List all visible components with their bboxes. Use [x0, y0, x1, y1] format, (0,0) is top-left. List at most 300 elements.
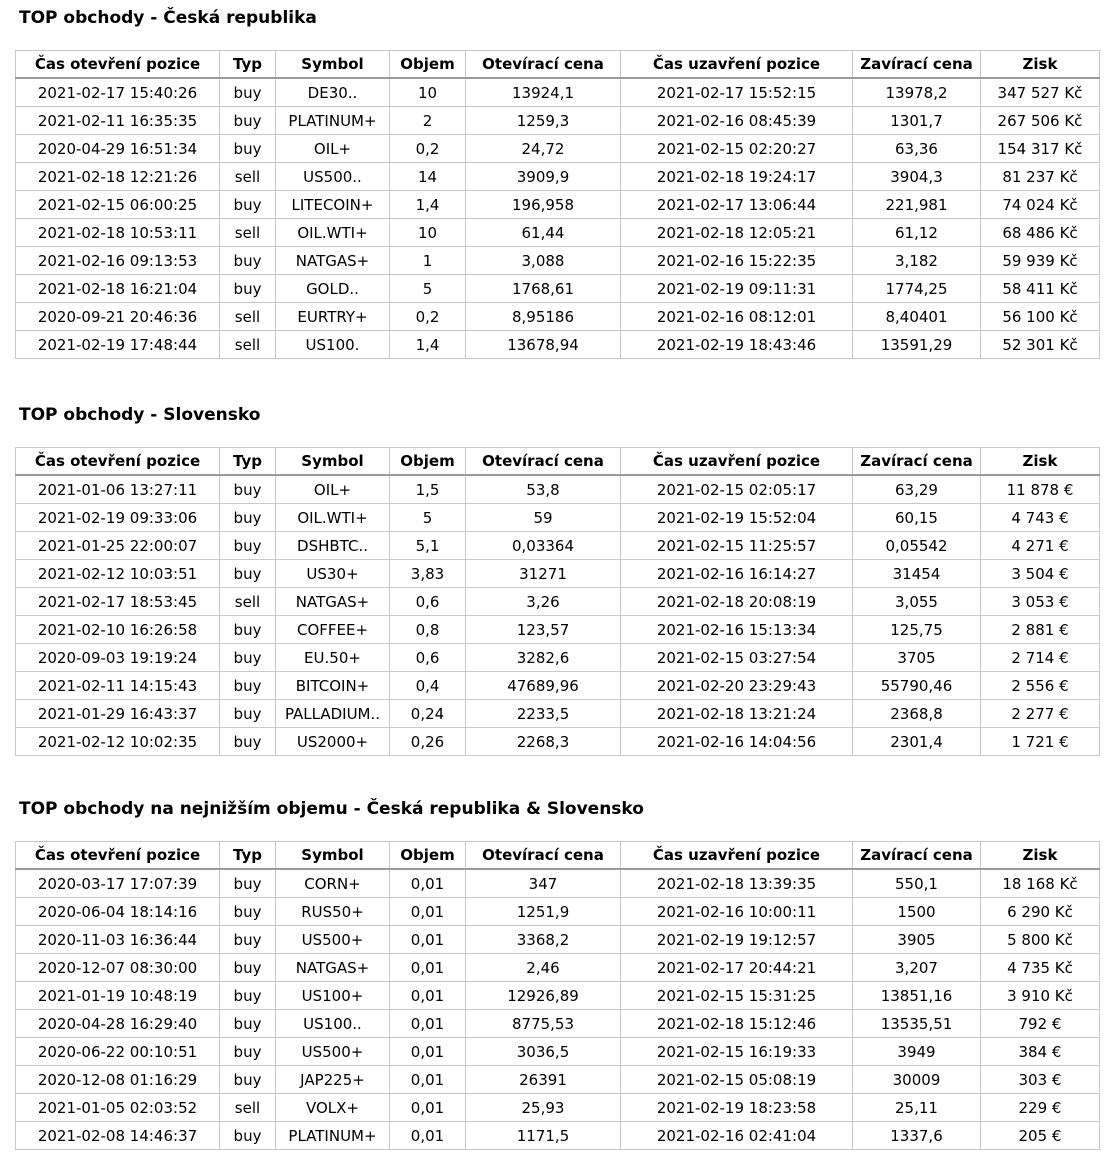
cell-open-price: 2,46: [466, 954, 621, 982]
cell-close-time: 2021-02-18 20:08:19: [621, 588, 853, 616]
cell-symbol: EURTRY+: [276, 303, 390, 331]
table-row: [16, 898, 1100, 926]
cell-open-price: 1768,61: [466, 275, 621, 303]
cell-close-price: 3705: [853, 644, 981, 672]
cell-open-price: 13924,1: [466, 78, 621, 107]
cell-symbol: NATGAS+: [276, 247, 390, 275]
table-row: [16, 1010, 1100, 1038]
trades-table: [15, 50, 1100, 359]
cell-close-time: 2021-02-15 11:25:57: [621, 532, 853, 560]
cell-open-price: 347: [466, 869, 621, 898]
cell-open-time: 2021-02-19 17:48:44: [16, 331, 220, 359]
section-title: TOP obchody - Slovensko: [19, 405, 261, 425]
cell-type: buy: [220, 926, 276, 954]
cell-open-time: 2021-01-19 10:48:19: [16, 982, 220, 1010]
table-row: [16, 163, 1100, 191]
table-row: [16, 926, 1100, 954]
cell-open-price: 1259,3: [466, 107, 621, 135]
cell-volume: 1: [390, 247, 466, 275]
cell-profit: 5 800 Kč: [981, 926, 1100, 954]
cell-symbol: JAP225+: [276, 1066, 390, 1094]
cell-open-price: 3,088: [466, 247, 621, 275]
table-row: [16, 532, 1100, 560]
cell-volume: 0,01: [390, 898, 466, 926]
cell-profit: 303 €: [981, 1066, 1100, 1094]
column-header-open-time: Čas otevření pozice: [16, 51, 220, 79]
column-header-type: Typ: [220, 51, 276, 79]
cell-type: buy: [220, 191, 276, 219]
cell-volume: 0,2: [390, 303, 466, 331]
cell-open-time: 2021-02-12 10:02:35: [16, 728, 220, 756]
table-row: [16, 700, 1100, 728]
cell-type: buy: [220, 616, 276, 644]
cell-profit: 229 €: [981, 1094, 1100, 1122]
cell-open-time: 2020-06-22 00:10:51: [16, 1038, 220, 1066]
cell-close-time: 2021-02-18 15:12:46: [621, 1010, 853, 1038]
cell-open-price: 24,72: [466, 135, 621, 163]
cell-close-price: 3,182: [853, 247, 981, 275]
cell-volume: 1,5: [390, 475, 466, 504]
cell-type: buy: [220, 982, 276, 1010]
cell-open-time: 2021-02-16 09:13:53: [16, 247, 220, 275]
cell-profit: 18 168 Kč: [981, 869, 1100, 898]
column-header-close-price: Zavírací cena: [853, 448, 981, 476]
cell-volume: 0,01: [390, 926, 466, 954]
cell-profit: 4 735 Kč: [981, 954, 1100, 982]
cell-open-price: 196,958: [466, 191, 621, 219]
column-header-open-price: Otevírací cena: [466, 51, 621, 79]
cell-type: buy: [220, 1010, 276, 1038]
cell-symbol: US2000+: [276, 728, 390, 756]
cell-close-price: 2368,8: [853, 700, 981, 728]
cell-volume: 0,24: [390, 700, 466, 728]
column-header-profit: Zisk: [981, 448, 1100, 476]
table-row: [16, 1066, 1100, 1094]
cell-profit: 267 506 Kč: [981, 107, 1100, 135]
cell-volume: 1,4: [390, 191, 466, 219]
cell-open-price: 0,03364: [466, 532, 621, 560]
cell-open-price: 1171,5: [466, 1122, 621, 1150]
cell-open-time: 2021-02-11 16:35:35: [16, 107, 220, 135]
cell-open-time: 2021-02-08 14:46:37: [16, 1122, 220, 1150]
cell-volume: 0,6: [390, 644, 466, 672]
cell-symbol: GOLD..: [276, 275, 390, 303]
trades-table: [15, 447, 1100, 756]
cell-open-time: 2020-04-29 16:51:34: [16, 135, 220, 163]
cell-volume: 0,01: [390, 1066, 466, 1094]
cell-close-price: 550,1: [853, 869, 981, 898]
cell-open-time: 2021-02-10 16:26:58: [16, 616, 220, 644]
cell-symbol: EU.50+: [276, 644, 390, 672]
table-row: [16, 616, 1100, 644]
cell-profit: 3 053 €: [981, 588, 1100, 616]
cell-type: sell: [220, 163, 276, 191]
cell-symbol: US100.: [276, 331, 390, 359]
cell-close-time: 2021-02-15 03:27:54: [621, 644, 853, 672]
cell-close-time: 2021-02-18 19:24:17: [621, 163, 853, 191]
cell-profit: 154 317 Kč: [981, 135, 1100, 163]
cell-close-price: 13978,2: [853, 78, 981, 107]
cell-close-time: 2021-02-17 20:44:21: [621, 954, 853, 982]
table-row: [16, 191, 1100, 219]
cell-open-time: 2020-09-03 19:19:24: [16, 644, 220, 672]
cell-open-price: 59: [466, 504, 621, 532]
cell-open-time: 2021-02-18 16:21:04: [16, 275, 220, 303]
cell-profit: 6 290 Kč: [981, 898, 1100, 926]
cell-type: sell: [220, 331, 276, 359]
cell-symbol: DSHBTC..: [276, 532, 390, 560]
cell-close-price: 61,12: [853, 219, 981, 247]
cell-volume: 0,4: [390, 672, 466, 700]
table-row: [16, 869, 1100, 898]
cell-open-time: 2020-09-21 20:46:36: [16, 303, 220, 331]
cell-open-price: 2233,5: [466, 700, 621, 728]
cell-symbol: US500..: [276, 163, 390, 191]
cell-type: buy: [220, 869, 276, 898]
cell-open-price: 53,8: [466, 475, 621, 504]
table-row: [16, 475, 1100, 504]
table-row: [16, 982, 1100, 1010]
column-header-symbol: Symbol: [276, 448, 390, 476]
cell-symbol: OIL+: [276, 475, 390, 504]
cell-close-price: 13851,16: [853, 982, 981, 1010]
cell-close-price: 25,11: [853, 1094, 981, 1122]
cell-close-time: 2021-02-18 13:21:24: [621, 700, 853, 728]
cell-open-price: 26391: [466, 1066, 621, 1094]
cell-symbol: COFFEE+: [276, 616, 390, 644]
cell-type: buy: [220, 954, 276, 982]
cell-profit: 58 411 Kč: [981, 275, 1100, 303]
cell-symbol: BITCOIN+: [276, 672, 390, 700]
cell-close-time: 2021-02-19 15:52:04: [621, 504, 853, 532]
cell-type: sell: [220, 588, 276, 616]
cell-open-price: 3909,9: [466, 163, 621, 191]
cell-symbol: LITECOIN+: [276, 191, 390, 219]
cell-type: buy: [220, 247, 276, 275]
cell-volume: 14: [390, 163, 466, 191]
column-header-close-price: Zavírací cena: [853, 842, 981, 870]
cell-open-price: 123,57: [466, 616, 621, 644]
cell-close-price: 1337,6: [853, 1122, 981, 1150]
cell-open-time: 2020-12-08 01:16:29: [16, 1066, 220, 1094]
cell-close-time: 2021-02-16 14:04:56: [621, 728, 853, 756]
column-header-profit: Zisk: [981, 51, 1100, 79]
table-row: [16, 504, 1100, 532]
cell-volume: 0,01: [390, 1038, 466, 1066]
cell-volume: 5: [390, 504, 466, 532]
column-header-symbol: Symbol: [276, 51, 390, 79]
cell-type: buy: [220, 644, 276, 672]
cell-open-price: 13678,94: [466, 331, 621, 359]
cell-open-price: 3282,6: [466, 644, 621, 672]
cell-open-time: 2021-01-29 16:43:37: [16, 700, 220, 728]
cell-close-price: 30009: [853, 1066, 981, 1094]
cell-volume: 0,01: [390, 869, 466, 898]
cell-open-time: 2020-12-07 08:30:00: [16, 954, 220, 982]
cell-close-time: 2021-02-15 05:08:19: [621, 1066, 853, 1094]
cell-profit: 4 743 €: [981, 504, 1100, 532]
cell-type: buy: [220, 275, 276, 303]
cell-volume: 5: [390, 275, 466, 303]
cell-close-time: 2021-02-19 18:43:46: [621, 331, 853, 359]
cell-type: buy: [220, 672, 276, 700]
cell-close-time: 2021-02-16 08:45:39: [621, 107, 853, 135]
table-header-row: [16, 842, 1100, 870]
cell-close-time: 2021-02-16 02:41:04: [621, 1122, 853, 1150]
section-title: TOP obchody - Česká republika: [19, 8, 317, 28]
cell-open-time: 2021-02-17 15:40:26: [16, 78, 220, 107]
cell-profit: 792 €: [981, 1010, 1100, 1038]
cell-symbol: OIL+: [276, 135, 390, 163]
cell-type: buy: [220, 898, 276, 926]
table-row: [16, 303, 1100, 331]
column-header-profit: Zisk: [981, 842, 1100, 870]
table-header-row: [16, 448, 1100, 476]
cell-profit: 2 881 €: [981, 616, 1100, 644]
cell-close-price: 13535,51: [853, 1010, 981, 1038]
cell-volume: 2: [390, 107, 466, 135]
cell-open-price: 61,44: [466, 219, 621, 247]
trades-table: [15, 841, 1100, 1150]
cell-close-price: 1774,25: [853, 275, 981, 303]
cell-close-price: 1301,7: [853, 107, 981, 135]
cell-profit: 1 721 €: [981, 728, 1100, 756]
cell-profit: 11 878 €: [981, 475, 1100, 504]
cell-profit: 3 910 Kč: [981, 982, 1100, 1010]
cell-open-price: 1251,9: [466, 898, 621, 926]
column-header-open-price: Otevírací cena: [466, 448, 621, 476]
table-row: [16, 560, 1100, 588]
cell-close-price: 125,75: [853, 616, 981, 644]
cell-close-price: 3,207: [853, 954, 981, 982]
cell-open-time: 2021-02-12 10:03:51: [16, 560, 220, 588]
cell-open-time: 2021-02-19 09:33:06: [16, 504, 220, 532]
cell-type: buy: [220, 78, 276, 107]
cell-close-time: 2021-02-19 18:23:58: [621, 1094, 853, 1122]
cell-open-time: 2021-01-25 22:00:07: [16, 532, 220, 560]
cell-close-time: 2021-02-18 12:05:21: [621, 219, 853, 247]
cell-open-time: 2020-03-17 17:07:39: [16, 869, 220, 898]
cell-close-price: 3949: [853, 1038, 981, 1066]
cell-volume: 0,6: [390, 588, 466, 616]
cell-symbol: US30+: [276, 560, 390, 588]
table-row: [16, 954, 1100, 982]
cell-profit: 68 486 Kč: [981, 219, 1100, 247]
cell-open-price: 31271: [466, 560, 621, 588]
cell-volume: 10: [390, 219, 466, 247]
cell-volume: 0,01: [390, 1094, 466, 1122]
column-header-volume: Objem: [390, 51, 466, 79]
cell-open-time: 2021-02-11 14:15:43: [16, 672, 220, 700]
cell-close-time: 2021-02-16 15:22:35: [621, 247, 853, 275]
cell-volume: 0,01: [390, 954, 466, 982]
cell-close-price: 3904,3: [853, 163, 981, 191]
cell-close-time: 2021-02-19 19:12:57: [621, 926, 853, 954]
cell-symbol: RUS50+: [276, 898, 390, 926]
cell-type: buy: [220, 532, 276, 560]
cell-open-price: 12926,89: [466, 982, 621, 1010]
column-header-volume: Objem: [390, 448, 466, 476]
cell-open-time: 2021-01-06 13:27:11: [16, 475, 220, 504]
cell-open-time: 2021-02-18 12:21:26: [16, 163, 220, 191]
cell-open-price: 47689,96: [466, 672, 621, 700]
cell-open-price: 3036,5: [466, 1038, 621, 1066]
cell-type: sell: [220, 303, 276, 331]
cell-close-price: 2301,4: [853, 728, 981, 756]
cell-close-price: 3,055: [853, 588, 981, 616]
column-header-open-price: Otevírací cena: [466, 842, 621, 870]
cell-close-time: 2021-02-16 16:14:27: [621, 560, 853, 588]
cell-close-time: 2021-02-15 02:05:17: [621, 475, 853, 504]
cell-open-price: 25,93: [466, 1094, 621, 1122]
table-row: [16, 331, 1100, 359]
cell-type: buy: [220, 1122, 276, 1150]
cell-close-time: 2021-02-16 10:00:11: [621, 898, 853, 926]
cell-close-time: 2021-02-15 16:19:33: [621, 1038, 853, 1066]
table-header-row: [16, 51, 1100, 79]
cell-volume: 1,4: [390, 331, 466, 359]
cell-symbol: NATGAS+: [276, 588, 390, 616]
cell-profit: 384 €: [981, 1038, 1100, 1066]
table-row: [16, 728, 1100, 756]
cell-type: buy: [220, 1038, 276, 1066]
cell-symbol: OIL.WTI+: [276, 504, 390, 532]
cell-profit: 81 237 Kč: [981, 163, 1100, 191]
cell-close-price: 63,36: [853, 135, 981, 163]
cell-open-price: 8,95186: [466, 303, 621, 331]
cell-open-time: 2021-01-05 02:03:52: [16, 1094, 220, 1122]
cell-close-time: 2021-02-19 09:11:31: [621, 275, 853, 303]
cell-profit: 52 301 Kč: [981, 331, 1100, 359]
table-row: [16, 1094, 1100, 1122]
cell-type: buy: [220, 504, 276, 532]
cell-type: buy: [220, 107, 276, 135]
cell-close-time: 2021-02-17 13:06:44: [621, 191, 853, 219]
cell-profit: 2 556 €: [981, 672, 1100, 700]
column-header-open-time: Čas otevření pozice: [16, 842, 220, 870]
cell-close-time: 2021-02-17 15:52:15: [621, 78, 853, 107]
cell-profit: 2 277 €: [981, 700, 1100, 728]
cell-open-time: 2020-04-28 16:29:40: [16, 1010, 220, 1038]
cell-close-time: 2021-02-16 15:13:34: [621, 616, 853, 644]
cell-close-price: 221,981: [853, 191, 981, 219]
table-row: [16, 135, 1100, 163]
table-row: [16, 275, 1100, 303]
cell-symbol: PLATINUM+: [276, 1122, 390, 1150]
cell-type: buy: [220, 1066, 276, 1094]
cell-profit: 347 527 Kč: [981, 78, 1100, 107]
table-row: [16, 672, 1100, 700]
cell-profit: 74 024 Kč: [981, 191, 1100, 219]
cell-symbol: NATGAS+: [276, 954, 390, 982]
cell-symbol: US100+: [276, 982, 390, 1010]
cell-open-time: 2021-02-18 10:53:11: [16, 219, 220, 247]
table-row: [16, 219, 1100, 247]
column-header-type: Typ: [220, 842, 276, 870]
cell-profit: 3 504 €: [981, 560, 1100, 588]
column-header-close-time: Čas uzavření pozice: [621, 51, 853, 79]
cell-volume: 0,26: [390, 728, 466, 756]
cell-symbol: PALLADIUM..: [276, 700, 390, 728]
cell-symbol: PLATINUM+: [276, 107, 390, 135]
cell-volume: 3,83: [390, 560, 466, 588]
cell-symbol: VOLX+: [276, 1094, 390, 1122]
cell-symbol: DE30..: [276, 78, 390, 107]
cell-close-time: 2021-02-18 13:39:35: [621, 869, 853, 898]
cell-profit: 4 271 €: [981, 532, 1100, 560]
cell-close-time: 2021-02-15 15:31:25: [621, 982, 853, 1010]
cell-type: buy: [220, 475, 276, 504]
cell-close-time: 2021-02-20 23:29:43: [621, 672, 853, 700]
cell-close-time: 2021-02-15 02:20:27: [621, 135, 853, 163]
cell-type: buy: [220, 560, 276, 588]
cell-symbol: US100..: [276, 1010, 390, 1038]
cell-open-price: 3368,2: [466, 926, 621, 954]
cell-symbol: CORN+: [276, 869, 390, 898]
cell-open-time: 2021-02-15 06:00:25: [16, 191, 220, 219]
cell-type: sell: [220, 1094, 276, 1122]
cell-close-price: 13591,29: [853, 331, 981, 359]
cell-symbol: OIL.WTI+: [276, 219, 390, 247]
cell-volume: 0,01: [390, 1122, 466, 1150]
cell-close-price: 0,05542: [853, 532, 981, 560]
table-row: [16, 247, 1100, 275]
cell-open-price: 8775,53: [466, 1010, 621, 1038]
cell-close-price: 3905: [853, 926, 981, 954]
column-header-symbol: Symbol: [276, 842, 390, 870]
cell-volume: 0,01: [390, 1010, 466, 1038]
cell-profit: 2 714 €: [981, 644, 1100, 672]
table-row: [16, 588, 1100, 616]
cell-type: buy: [220, 135, 276, 163]
cell-symbol: US500+: [276, 926, 390, 954]
cell-close-price: 31454: [853, 560, 981, 588]
cell-profit: 56 100 Kč: [981, 303, 1100, 331]
table-row: [16, 107, 1100, 135]
table-row: [16, 1122, 1100, 1150]
section-title: TOP obchody na nejnižším objemu - Česká republika & Slovensko: [19, 799, 644, 819]
cell-volume: 0,8: [390, 616, 466, 644]
cell-close-price: 60,15: [853, 504, 981, 532]
cell-close-price: 1500: [853, 898, 981, 926]
cell-volume: 5,1: [390, 532, 466, 560]
cell-profit: 205 €: [981, 1122, 1100, 1150]
cell-open-time: 2020-06-04 18:14:16: [16, 898, 220, 926]
column-header-close-price: Zavírací cena: [853, 51, 981, 79]
cell-volume: 0,2: [390, 135, 466, 163]
cell-type: sell: [220, 219, 276, 247]
cell-close-price: 8,40401: [853, 303, 981, 331]
cell-open-price: 2268,3: [466, 728, 621, 756]
column-header-open-time: Čas otevření pozice: [16, 448, 220, 476]
table-row: [16, 1038, 1100, 1066]
cell-profit: 59 939 Kč: [981, 247, 1100, 275]
cell-volume: 0,01: [390, 982, 466, 1010]
cell-open-time: 2021-02-17 18:53:45: [16, 588, 220, 616]
table-row: [16, 78, 1100, 107]
table-row: [16, 644, 1100, 672]
cell-open-time: 2020-11-03 16:36:44: [16, 926, 220, 954]
cell-type: buy: [220, 728, 276, 756]
cell-open-price: 3,26: [466, 588, 621, 616]
cell-close-time: 2021-02-16 08:12:01: [621, 303, 853, 331]
cell-symbol: US500+: [276, 1038, 390, 1066]
cell-close-price: 63,29: [853, 475, 981, 504]
column-header-close-time: Čas uzavření pozice: [621, 842, 853, 870]
cell-type: buy: [220, 700, 276, 728]
column-header-volume: Objem: [390, 842, 466, 870]
column-header-type: Typ: [220, 448, 276, 476]
